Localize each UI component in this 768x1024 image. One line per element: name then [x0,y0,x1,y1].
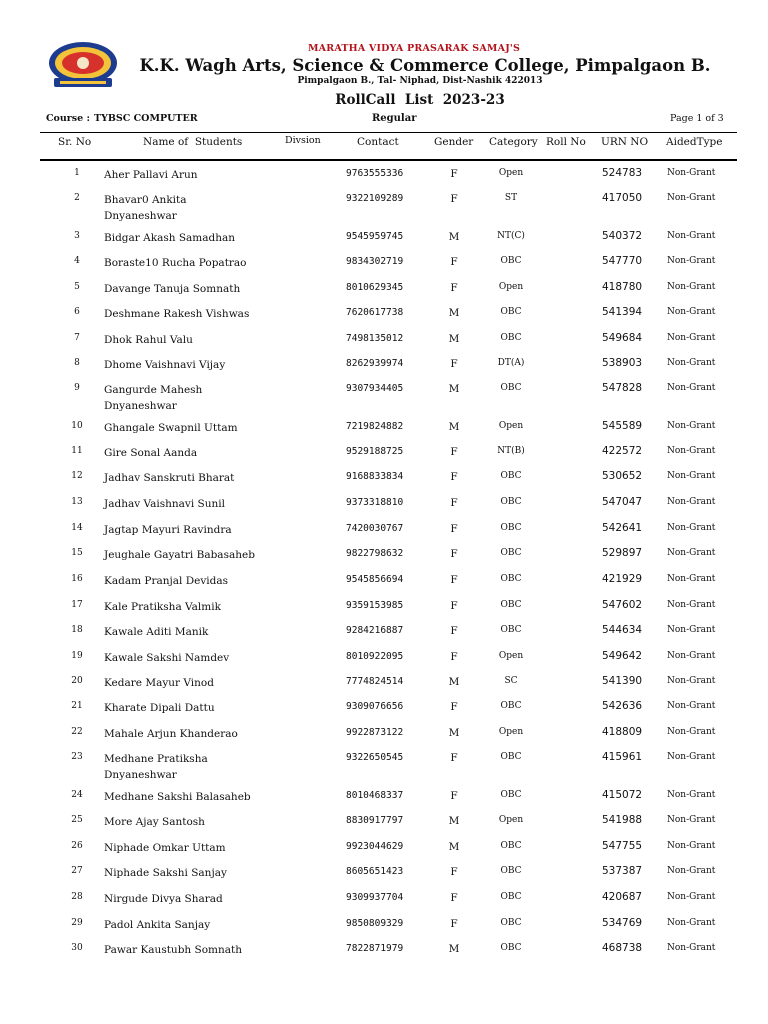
row-student-name: Bhavar0 Ankita Dnyaneshwar [104,194,187,222]
row-gender: F [450,600,458,612]
row-sr-no: 30 [71,943,83,953]
row-sr-no: 8 [74,358,80,368]
row-contact: 9545959745 [346,231,404,242]
row-student-name: Kharate Dipali Dattu [104,702,215,714]
row-sr-no: 28 [71,892,83,902]
college-name: K.K. Wagh Arts, Science & Commerce College, Pimpalgaon B. [139,56,711,75]
row-sr-no: 4 [74,256,80,266]
row-urn: 547047 [602,496,643,508]
row-student-name: Ghangale Swapnil Uttam [104,422,238,434]
row-gender: F [450,523,458,535]
row-category: OBC [500,574,522,584]
row-category: OBC [500,383,522,393]
col-header-urn: URN NO [601,136,649,148]
row-aided-type: Non-Grant [667,446,716,456]
row-student-name: Jeughale Gayatri Babasaheb [104,549,255,561]
row-urn: 418780 [602,281,643,293]
row-contact: 9322650545 [346,752,404,763]
row-category: OBC [500,790,522,800]
row-category: OBC [500,333,522,343]
row-sr-no: 17 [71,600,83,610]
row-contact: 8010468337 [346,790,404,801]
row-contact: 8010922095 [346,651,404,662]
row-urn: 545589 [602,420,643,432]
row-aided-type: Non-Grant [667,701,716,711]
row-student-name: Aher Pallavi Arun [104,169,198,181]
row-aided-type: Non-Grant [667,282,716,292]
row-gender: F [450,892,458,904]
row-contact: 7219824882 [346,421,404,432]
row-gender: F [450,866,458,878]
row-urn: 547602 [602,599,643,611]
row-contact: 8605651423 [346,866,404,877]
row-contact: 8830917797 [346,815,404,826]
header-top-rule [40,132,737,133]
row-category: OBC [500,752,522,762]
row-aided-type: Non-Grant [667,866,716,876]
row-student-name: Gangurde Mahesh Dnyaneshwar [104,384,203,412]
row-contact: 9309937704 [346,892,404,903]
row-contact: 9284216887 [346,625,404,636]
row-sr-no: 26 [71,841,83,851]
row-student-name: Padol Ankita Sanjay [104,919,211,931]
row-sr-no: 20 [71,676,83,686]
row-contact: 9822798632 [346,548,404,559]
page-indicator: Page 1 of 3 [670,113,724,124]
row-urn: 468738 [602,942,643,954]
row-category: SC [504,676,518,686]
row-student-name: Kadam Pranjal Devidas [104,575,228,587]
row-category: OBC [500,307,522,317]
row-contact: 9922873122 [346,727,404,738]
row-category: Open [498,168,524,178]
row-contact: 9545856694 [346,574,404,585]
row-urn: 547755 [602,840,643,852]
row-category: OBC [500,866,522,876]
row-sr-no: 7 [74,333,80,343]
row-aided-type: Non-Grant [667,574,716,584]
row-student-name: Deshmane Rakesh Vishwas [104,308,250,320]
row-contact: 7822871979 [346,943,404,954]
row-gender: F [450,918,458,930]
col-header-gender: Gender [434,136,474,148]
row-sr-no: 23 [71,752,83,762]
row-category: DT(A) [497,358,525,368]
row-student-name: Pawar Kaustubh Somnath [104,944,242,956]
row-gender: M [448,231,460,243]
row-category: OBC [500,701,522,711]
row-contact: 7620617738 [346,307,404,318]
row-category: OBC [500,918,522,928]
row-sr-no: 27 [71,866,83,876]
row-gender: F [450,701,458,713]
row-gender: M [448,727,460,739]
row-aided-type: Non-Grant [667,676,716,686]
row-student-name: Bidgar Akash Samadhan [104,232,236,244]
row-aided-type: Non-Grant [667,815,716,825]
document-title: RollCall List 2023-23 [335,92,505,108]
row-urn: 529897 [602,547,643,559]
row-sr-no: 2 [74,193,80,203]
row-gender: F [450,548,458,560]
row-aided-type: Non-Grant [667,790,716,800]
col-header-division: Divsion [285,135,321,146]
row-aided-type: Non-Grant [667,383,716,393]
row-contact: 9529188725 [346,446,404,457]
row-sr-no: 29 [71,918,83,928]
row-aided-type: Non-Grant [667,625,716,635]
row-student-name: Medhane Pratiksha Dnyaneshwar [104,753,208,781]
row-contact: 9359153985 [346,600,404,611]
row-gender: F [450,471,458,483]
row-gender: F [450,625,458,637]
row-urn: 537387 [602,865,643,877]
row-contact: 9834302719 [346,256,404,267]
row-category: OBC [500,523,522,533]
row-aided-type: Non-Grant [667,333,716,343]
row-sr-no: 12 [71,471,83,481]
row-urn: 524783 [602,167,643,179]
row-student-name: Kawale Aditi Manik [104,626,209,638]
row-gender: F [450,790,458,802]
row-urn: 417050 [602,192,643,204]
row-contact: 9307934405 [346,383,404,394]
row-urn: 544634 [602,624,643,636]
row-urn: 549684 [602,332,643,344]
row-category: Open [498,282,524,292]
row-urn: 420687 [602,891,643,903]
row-urn: 534769 [602,917,643,929]
col-header-aided: AidedType [666,136,723,148]
row-sr-no: 5 [74,282,80,292]
row-category: NT(C) [497,231,525,241]
row-student-name: Nirgude Divya Sharad [104,893,223,905]
row-student-name: Jadhav Vaishnavi Sunil [104,498,225,510]
row-gender: M [448,676,460,688]
row-gender: F [450,358,458,370]
row-aided-type: Non-Grant [667,421,716,431]
row-student-name: Jadhav Sanskruti Bharat [104,472,235,484]
row-gender: M [448,383,460,395]
row-aided-type: Non-Grant [667,193,716,203]
row-aided-type: Non-Grant [667,523,716,533]
row-contact: 9923044629 [346,841,404,852]
col-header-name: Name of Students [143,136,243,148]
row-category: OBC [500,943,522,953]
row-student-name: Mahale Arjun Khanderao [104,728,238,740]
row-category: OBC [500,256,522,266]
row-aided-type: Non-Grant [667,307,716,317]
col-header-contact: Contact [357,136,399,148]
row-student-name: Kale Pratiksha Valmik [104,601,221,613]
row-student-name: Jagtap Mayuri Ravindra [104,524,232,536]
row-sr-no: 9 [74,383,80,393]
row-aided-type: Non-Grant [667,497,716,507]
row-contact: 9373318810 [346,497,404,508]
row-aided-type: Non-Grant [667,752,716,762]
row-student-name: Dhome Vaishnavi Vijay [104,359,226,371]
row-gender: F [450,282,458,294]
row-sr-no: 16 [71,574,83,584]
row-urn: 530652 [602,470,643,482]
row-sr-no: 18 [71,625,83,635]
row-student-name: Gire Sonal Aanda [104,447,198,459]
row-aided-type: Non-Grant [667,548,716,558]
row-category: Open [498,421,524,431]
row-student-name: Niphade Sakshi Sanjay [104,867,227,879]
row-aided-type: Non-Grant [667,256,716,266]
row-urn: 418809 [602,726,643,738]
row-student-name: More Ajay Santosh [104,816,205,828]
row-contact: 9763555336 [346,168,404,179]
row-student-name: Boraste10 Rucha Popatrao [104,257,247,269]
row-gender: F [450,193,458,205]
row-urn: 541988 [602,814,643,826]
row-contact: 9168833834 [346,471,404,482]
course-label: Course : [46,113,91,124]
row-student-name: Medhane Sakshi Balasaheb [104,791,251,803]
col-header-category: Category [489,136,538,148]
row-category: OBC [500,548,522,558]
row-gender: F [450,651,458,663]
row-aided-type: Non-Grant [667,892,716,902]
row-aided-type: Non-Grant [667,471,716,481]
row-contact: 7420030767 [346,523,404,534]
row-contact: 8010629345 [346,282,404,293]
row-urn: 547828 [602,382,643,394]
row-aided-type: Non-Grant [667,600,716,610]
row-sr-no: 15 [71,548,83,558]
row-urn: 542636 [602,700,643,712]
row-contact: 7774824514 [346,676,404,687]
row-contact: 7498135012 [346,333,404,344]
mode-label: Regular [372,113,417,124]
row-urn: 415961 [602,751,643,763]
row-student-name: Kedare Mayur Vinod [104,677,214,689]
row-sr-no: 13 [71,497,83,507]
header-bottom-rule [40,159,737,161]
row-student-name: Dhok Rahul Valu [104,334,193,346]
row-sr-no: 22 [71,727,83,737]
row-urn: 422572 [602,445,643,457]
row-gender: F [450,168,458,180]
row-category: OBC [500,600,522,610]
row-sr-no: 1 [74,168,80,178]
course-value: TYBSC COMPUTER [94,113,198,124]
row-gender: F [450,497,458,509]
row-category: OBC [500,625,522,635]
row-gender: F [450,752,458,764]
row-contact: 9850809329 [346,918,404,929]
col-header-roll: Roll No [546,136,586,148]
row-urn: 538903 [602,357,643,369]
row-gender: M [448,333,460,345]
row-sr-no: 21 [71,701,83,711]
row-gender: M [448,841,460,853]
row-urn: 542641 [602,522,643,534]
row-aided-type: Non-Grant [667,358,716,368]
row-aided-type: Non-Grant [667,918,716,928]
row-category: ST [504,193,518,203]
row-urn: 547770 [602,255,643,267]
row-urn: 541394 [602,306,643,318]
row-gender: M [448,421,460,433]
row-sr-no: 6 [74,307,80,317]
row-aided-type: Non-Grant [667,651,716,661]
row-gender: M [448,943,460,955]
row-contact: 9322109289 [346,193,404,204]
row-sr-no: 10 [71,421,83,431]
row-urn: 540372 [602,230,643,242]
row-category: OBC [500,471,522,481]
row-aided-type: Non-Grant [667,168,716,178]
row-gender: F [450,446,458,458]
row-gender: M [448,307,460,319]
row-category: Open [498,815,524,825]
row-student-name: Niphade Omkar Uttam [104,842,226,854]
row-gender: F [450,574,458,586]
row-gender: F [450,256,458,268]
row-contact: 9309076656 [346,701,404,712]
row-urn: 549642 [602,650,643,662]
col-header-sr: Sr. No [58,136,92,148]
row-category: Open [498,651,524,661]
row-aided-type: Non-Grant [667,231,716,241]
row-student-name: Davange Tanuja Somnath [104,283,241,295]
row-aided-type: Non-Grant [667,727,716,737]
college-address: Pimpalgaon B., Tal- Niphad, Dist-Nashik 422013 [297,76,543,86]
row-urn: 421929 [602,573,643,585]
row-gender: M [448,815,460,827]
row-sr-no: 25 [71,815,83,825]
row-category: OBC [500,892,522,902]
row-sr-no: 3 [74,231,80,241]
row-sr-no: 19 [71,651,83,661]
row-aided-type: Non-Grant [667,943,716,953]
row-category: NT(B) [497,446,525,456]
society-name: MARATHA VIDYA PRASARAK SAMAJ'S [307,43,521,54]
row-student-name: Kawale Sakshi Namdev [104,652,230,664]
row-category: OBC [500,497,522,507]
row-urn: 541390 [602,675,643,687]
row-category: Open [498,727,524,737]
row-urn: 415072 [602,789,643,801]
row-sr-no: 11 [71,446,83,456]
row-sr-no: 14 [71,523,83,533]
row-category: OBC [500,841,522,851]
row-sr-no: 24 [71,790,83,800]
row-aided-type: Non-Grant [667,841,716,851]
row-contact: 8262939974 [346,358,404,369]
